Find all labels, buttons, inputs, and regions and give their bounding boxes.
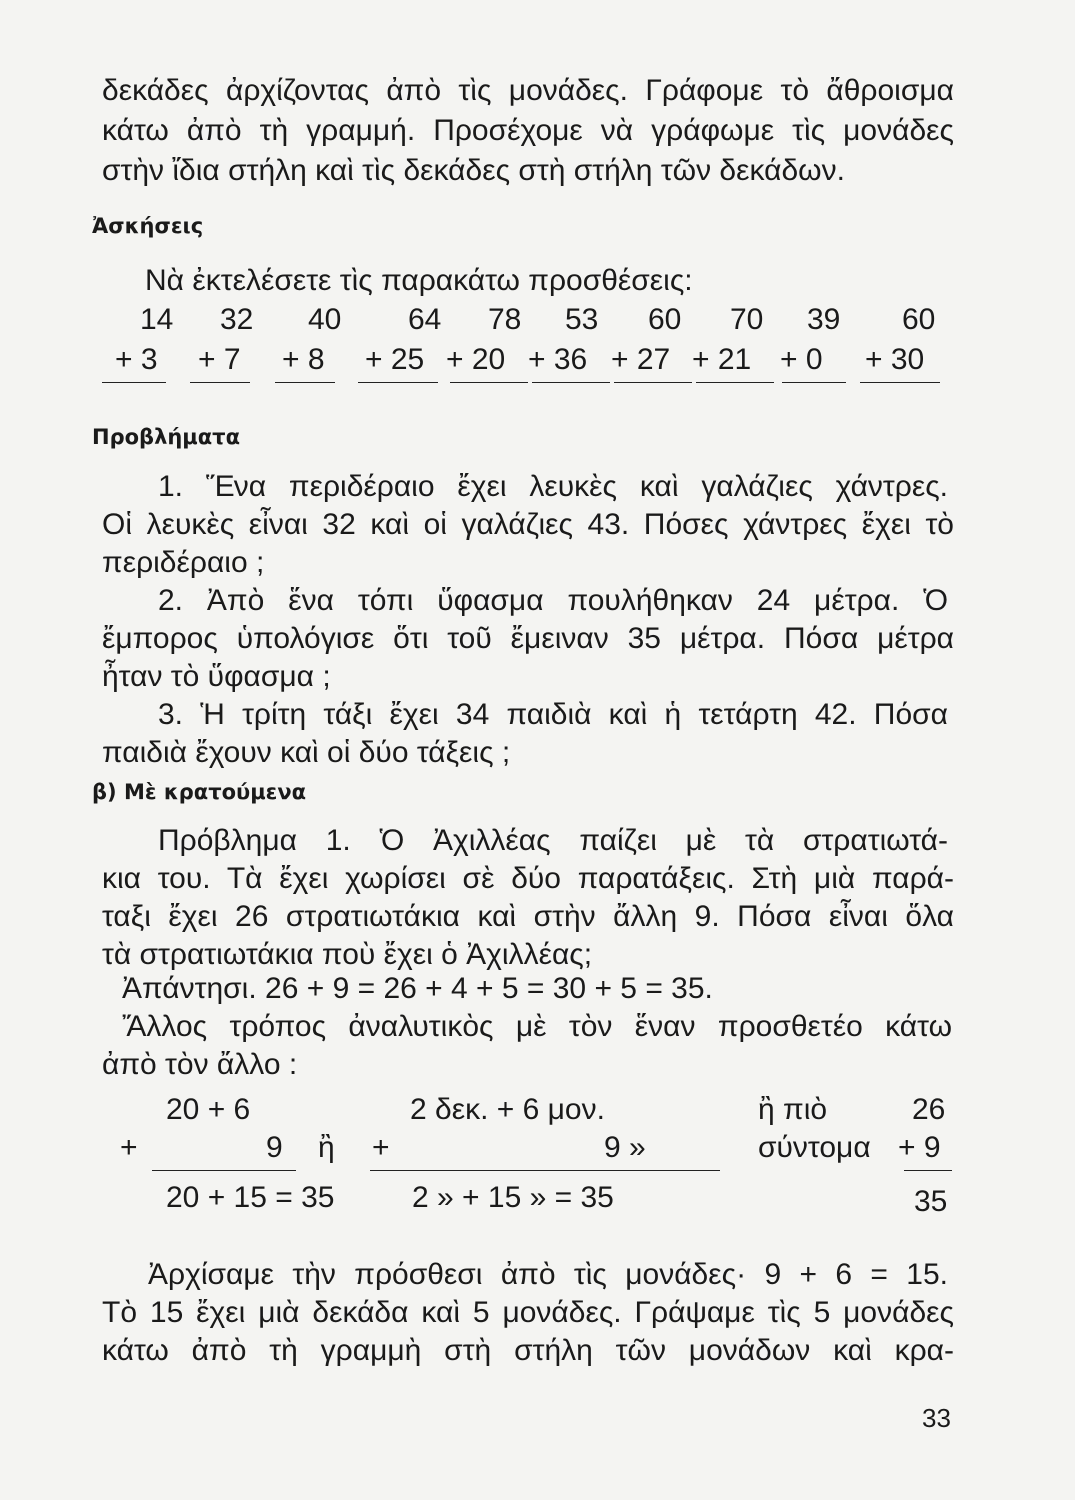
carry-line: Ἄλλος τρόπος ἀναλυτικὸς μὲ τὸν ἕναν προσθετέο κάτω	[122, 1010, 952, 1043]
addend: + 21	[692, 343, 752, 376]
calc-a-row1: 20 + 6	[166, 1093, 251, 1126]
answer-line: Ἀπάντησι. 26 + 9 = 26 + 4 + 5 = 30 + 5 = 35.	[122, 972, 713, 1005]
sum-rule	[358, 382, 438, 383]
sum-rule	[614, 382, 692, 383]
calc-b-row2: 9 »	[604, 1131, 646, 1164]
calc-c-result: 35	[914, 1185, 948, 1218]
top-number: 39	[807, 303, 841, 336]
sum-rule	[190, 382, 250, 383]
addend: + 27	[611, 343, 671, 376]
top-number: 14	[140, 303, 174, 336]
carry-line: τὰ στρατιωτάκια ποὺ ἔχει ὁ Ἀχιλλέας;	[102, 938, 593, 971]
sum-rule	[102, 382, 166, 383]
top-number: 40	[308, 303, 342, 336]
problem-line: 1. Ἕνα περιδέραιο ἔχει λευκὲς καὶ γαλάζιες χάντρες.	[158, 470, 948, 503]
carry-line: κια του. Τὰ ἔχει χωρίσει σὲ δύο παρατάξεις. Στὴ μιὰ παρά-	[102, 862, 954, 895]
addend: + 7	[198, 343, 241, 376]
top-number: 64	[408, 303, 442, 336]
calc-b-plus: +	[372, 1131, 390, 1164]
top-number: 53	[565, 303, 599, 336]
problems-heading: Προβλήματα	[92, 425, 241, 449]
top-number: 60	[648, 303, 682, 336]
exercises-instruction: Νὰ ἐκτελέσετε τὶς παρακάτω προσθέσεις:	[145, 264, 693, 297]
sum-rule	[696, 382, 774, 383]
addend: + 20	[446, 343, 506, 376]
addend: + 25	[365, 343, 425, 376]
sum-rule	[275, 382, 335, 383]
calc-c-text1: ἢ πιὸ	[758, 1093, 828, 1126]
calc-or: ἢ	[318, 1131, 335, 1164]
calc-c-row1: 26	[912, 1093, 946, 1126]
calc-b-rule	[370, 1170, 720, 1171]
sum-rule	[782, 382, 846, 383]
problem-line: περιδέραιο ;	[102, 546, 265, 579]
top-number: 78	[488, 303, 522, 336]
calc-c-row2: + 9	[898, 1131, 941, 1164]
sum-rule	[860, 382, 940, 383]
problem-line: ἦταν τὸ ὕφασμα ;	[102, 660, 331, 693]
addend: + 36	[528, 343, 588, 376]
page-number: 33	[922, 1403, 951, 1433]
calc-a-plus: +	[120, 1131, 138, 1164]
top-number: 32	[220, 303, 254, 336]
calc-a-rule	[152, 1170, 296, 1171]
calc-a-row2: 9	[266, 1131, 283, 1164]
carry-line: ἀπὸ τὸν ἄλλο :	[102, 1048, 298, 1081]
calc-c-rule	[904, 1170, 952, 1171]
intro-line-3: στὴν ἴδια στήλη καὶ τὶς δεκάδες στὴ στήλη τῶν δεκάδων.	[102, 154, 845, 187]
calc-b-row1: 2 δεκ. + 6 μον.	[410, 1093, 605, 1126]
top-number: 60	[902, 303, 936, 336]
closing-line: Τὸ 15 ἔχει μιὰ δεκάδα καὶ 5 μονάδες. Γράψαμε τὶς 5 μονάδες	[102, 1296, 954, 1329]
calc-b-result: 2 » + 15 » = 35	[412, 1181, 614, 1214]
sum-rule	[450, 382, 528, 383]
problem-line: Οἱ λευκὲς εἶναι 32 καὶ οἱ γαλάζιες 43. Πόσες χάντρες ἔχει τὸ	[102, 508, 954, 541]
calc-a-result: 20 + 15 = 35	[166, 1181, 335, 1214]
closing-line: κάτω ἀπὸ τὴ γραμμὴ στὴ στήλη τῶν μονάδων καὶ κρα-	[102, 1334, 954, 1367]
problem-line: 2. Ἀπὸ ἕνα τόπι ὕφασμα πουλήθηκαν 24 μέτρα. Ὁ	[158, 584, 948, 617]
calc-c-text2: σύντομα	[758, 1131, 871, 1164]
carry-line: Πρόβλημα 1. Ὁ Ἀχιλλέας παίζει μὲ τὰ στρατιωτά-	[158, 824, 948, 857]
sum-rule	[532, 382, 610, 383]
closing-line: Ἀρχίσαμε τὴν πρόσθεσι ἀπὸ τὶς μονάδες· 9 + 6 = 15.	[148, 1258, 948, 1291]
carry-line: ταξι ἔχει 26 στρατιωτάκια καὶ στὴν ἄλλη 9. Πόσα εἶναι ὅλα	[102, 900, 954, 933]
addend: + 8	[282, 343, 325, 376]
addend: + 3	[115, 343, 158, 376]
exercises-heading: Ἀσκήσεις	[92, 214, 204, 238]
top-number: 70	[730, 303, 764, 336]
addend: + 0	[780, 343, 823, 376]
intro-line-2: κάτω ἀπὸ τὴ γραμμή. Προσέχομε νὰ γράφωμε τὶς μονάδες	[102, 114, 954, 147]
problem-line: ἔμπορος ὑπολόγισε ὅτι τοῦ ἔμειναν 35 μέτρα. Πόσα μέτρα	[102, 622, 954, 655]
carry-heading: β) Μὲ κρατούμενα	[92, 780, 307, 804]
problem-line: παιδιὰ ἔχουν καὶ οἱ δύο τάξεις ;	[102, 736, 511, 769]
intro-line-1: δεκάδες ἀρχίζοντας ἀπὸ τὶς μονάδες. Γράφομε τὸ ἄθροισμα	[102, 74, 954, 107]
problem-line: 3. Ἡ τρίτη τάξι ἔχει 34 παιδιὰ καὶ ἡ τετάρτη 42. Πόσα	[158, 698, 948, 731]
addend: + 30	[865, 343, 925, 376]
